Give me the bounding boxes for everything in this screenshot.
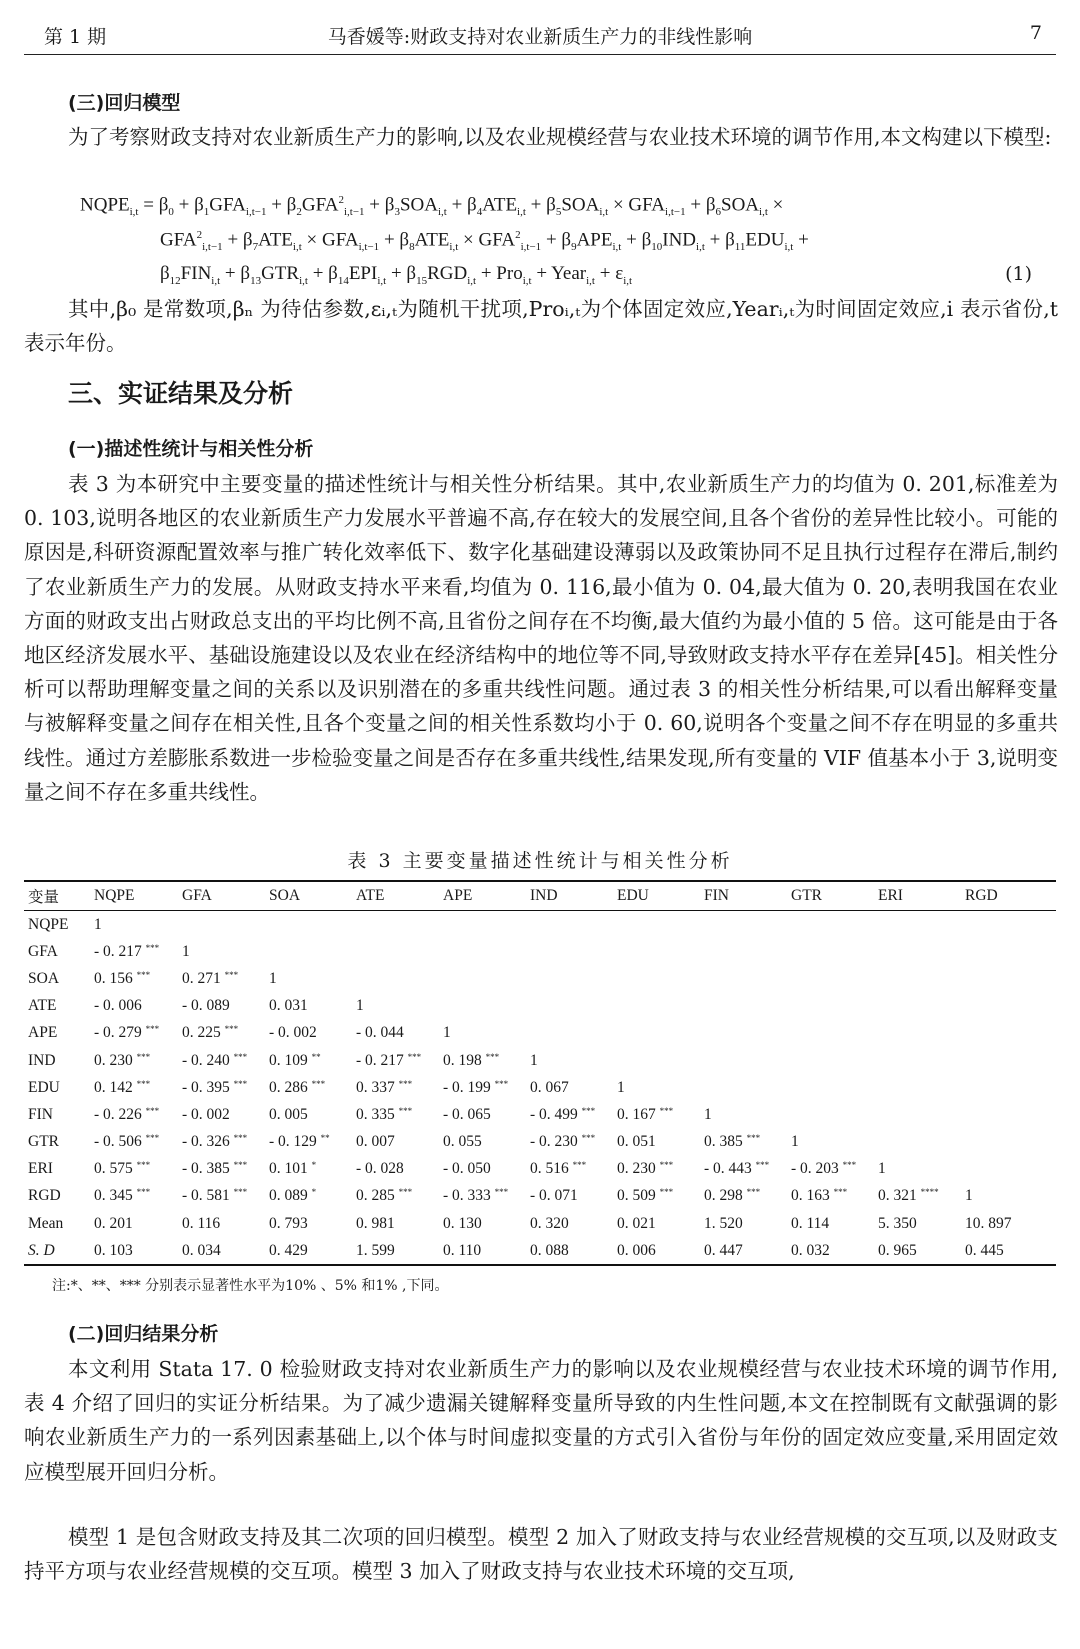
table-cell: - 0. 002 xyxy=(269,1024,317,1042)
table-cell xyxy=(704,965,791,992)
table-cell xyxy=(791,1074,878,1101)
table-cell xyxy=(356,965,443,992)
table-row xyxy=(24,911,1056,939)
table-cell xyxy=(791,993,878,1020)
table-cell xyxy=(704,1074,791,1101)
table-cell: 0. 286 *** xyxy=(269,1078,326,1096)
table-cell: - 0. 279 *** xyxy=(94,1024,160,1042)
table-row xyxy=(24,1183,1056,1210)
table-cell xyxy=(791,1101,878,1128)
table-cell xyxy=(965,1074,1056,1101)
regression-paragraph-2: 模型 1 是包含财政支持及其二次项的回归模型。模型 2 加入了财政支持与农业经营规模的交互项,以及财政支持平方项与农业经营规模的交互项。模型 3 加入了财政支持与农业技术环境的交互项, xyxy=(24,1525,1058,1584)
table-row xyxy=(24,1156,1056,1183)
row-label: NQPE xyxy=(28,915,69,933)
table-cell: - 0. 217 *** xyxy=(356,1051,422,1069)
table-cell xyxy=(878,911,965,939)
table-cell xyxy=(878,938,965,965)
table-cell xyxy=(965,965,1056,992)
table-cell: 0. 116 xyxy=(182,1214,221,1232)
table-cell xyxy=(965,911,1056,939)
table-cell: 0. 981 xyxy=(356,1214,395,1232)
table-cell: - 0. 129 ** xyxy=(269,1133,330,1151)
table-cell: 1 xyxy=(965,1187,973,1205)
column-header-soa: SOA xyxy=(269,887,301,904)
table-cell xyxy=(443,993,530,1020)
table-row xyxy=(24,1074,1056,1101)
table-cell xyxy=(530,911,617,939)
table-cell: 5. 350 xyxy=(878,1214,917,1232)
table-cell: 0. 793 xyxy=(269,1214,308,1232)
table-cell xyxy=(443,911,530,939)
table-row xyxy=(24,1020,1056,1047)
table-cell xyxy=(791,911,878,939)
column-header-fin: FIN xyxy=(704,887,729,904)
table-cell: 0. 156 *** xyxy=(94,969,151,987)
table-cell: 0. 575 *** xyxy=(94,1160,151,1178)
table-cell xyxy=(617,965,704,992)
table-row xyxy=(24,1129,1056,1156)
table-row xyxy=(24,1047,1056,1074)
table-row xyxy=(24,1210,1056,1237)
table-cell xyxy=(965,1129,1056,1156)
table-cell: - 0. 006 xyxy=(94,997,142,1015)
table-cell: 0. 337 *** xyxy=(356,1078,413,1096)
table-cell: - 0. 499 *** xyxy=(530,1105,596,1123)
table-cell: - 0. 506 *** xyxy=(94,1133,160,1151)
table-cell: - 0. 002 xyxy=(182,1105,230,1123)
table-cell: 0. 067 xyxy=(530,1078,569,1096)
table-cell: - 0. 226 *** xyxy=(94,1105,160,1123)
table-cell: 0. 051 xyxy=(617,1133,656,1151)
row-label: RGD xyxy=(28,1187,61,1205)
table-cell xyxy=(530,938,617,965)
table-cell: 1 xyxy=(356,997,364,1015)
table-row xyxy=(24,993,1056,1020)
table-cell xyxy=(791,965,878,992)
table-cell: - 0. 326 *** xyxy=(182,1133,248,1151)
table-cell: 0. 021 xyxy=(617,1214,656,1232)
table-cell: 0. 429 xyxy=(269,1241,308,1259)
table-cell: 0. 271 *** xyxy=(182,969,239,987)
column-header-gfa: GFA xyxy=(182,887,212,904)
table-cell xyxy=(443,965,530,992)
row-label: IND xyxy=(28,1051,56,1069)
table-cell: 0. 005 xyxy=(269,1105,308,1123)
table-cell xyxy=(878,993,965,1020)
table-cell xyxy=(617,993,704,1020)
column-header-eri: ERI xyxy=(878,887,903,904)
table-cell: 0. 320 xyxy=(530,1214,569,1232)
row-label: FIN xyxy=(28,1105,53,1123)
table-cell: 0. 516 *** xyxy=(530,1160,587,1178)
table-cell: - 0. 071 xyxy=(530,1187,578,1205)
row-label: GFA xyxy=(28,942,58,960)
table-cell: 0. 034 xyxy=(182,1241,221,1259)
table-cell xyxy=(356,911,443,939)
column-header-ate: ATE xyxy=(356,887,385,904)
row-label: S. D xyxy=(28,1241,55,1259)
table-cell xyxy=(791,1020,878,1047)
table-cell: 0. 103 xyxy=(94,1241,133,1259)
table-cell: - 0. 443 *** xyxy=(704,1160,770,1178)
table-cell: - 0. 044 xyxy=(356,1024,404,1042)
table-cell: - 0. 050 xyxy=(443,1160,491,1178)
table-cell: - 0. 028 xyxy=(356,1160,404,1178)
table-cell: 0. 055 xyxy=(443,1133,482,1151)
table-cell xyxy=(704,1047,791,1074)
equation-line-2: $GFA^2_{i,t-1} + \beta_7ATE_{i,t} \times GFA_{i,t-1} + \beta_8ATE_{i,t} \times GFA^2_{i,t-1} + \beta_9APE_{i,t} + \beta_{10}IND_{i,t} + \beta_{11}EDU_{i,t}$ + xyxy=(160,229,809,254)
table-cell xyxy=(878,1074,965,1101)
column-header-variable: 变量 xyxy=(28,889,60,906)
issue-label: 第 1 期 xyxy=(44,26,107,48)
table-cell: 0. 230 *** xyxy=(94,1051,151,1069)
table-cell xyxy=(269,938,356,965)
model-intro-paragraph: 为了考察财政支持对农业新质生产力的影响,以及农业规模经营与农业技术环境的调节作用,本文构建以下模型: xyxy=(68,125,1052,149)
table-cell: 0. 385 *** xyxy=(704,1133,761,1151)
table-cell: 0. 089 * xyxy=(269,1187,317,1205)
column-header-nqpe: NQPE xyxy=(94,887,135,904)
table-cell: 0. 031 xyxy=(269,997,308,1015)
equation-line-3: $\beta_{12}FIN_{i,t} + \beta_{13}GTR_{i,t} + \beta_{14}EPI_{i,t} + \beta_{15}RGD_{i,t} + Pro_{i,t}$ + Year$_{i,t}$ + $\varepsilon_{i,t}$ xyxy=(160,263,633,287)
table-cell: 1 xyxy=(530,1051,538,1069)
table-cell xyxy=(965,1020,1056,1047)
table-cell: - 0. 217 *** xyxy=(94,942,160,960)
table-cell: - 0. 230 *** xyxy=(530,1133,596,1151)
table-cell xyxy=(878,1101,965,1128)
table-cell xyxy=(791,1047,878,1074)
table-cell: - 0. 385 *** xyxy=(182,1160,248,1178)
table-cell xyxy=(878,1020,965,1047)
column-header-rgd: RGD xyxy=(965,887,998,904)
table-cell: 0. 198 *** xyxy=(443,1051,500,1069)
table-cell: 0. 088 xyxy=(530,1241,569,1259)
page-number: 7 xyxy=(1029,22,1042,44)
column-header-ape: APE xyxy=(443,887,473,904)
table-cell: 1. 599 xyxy=(356,1241,395,1259)
running-title: 马香媛等:财政支持对农业新质生产力的非线性影响 xyxy=(327,26,753,48)
table-cell: 1 xyxy=(791,1133,799,1151)
table-cell: 0. 230 *** xyxy=(617,1160,674,1178)
table-cell: 0. 225 *** xyxy=(182,1024,239,1042)
table-cell xyxy=(617,1047,704,1074)
equation-line-1: $NQPE_{i,t} = \beta_0 + \beta_1GFA_{i,t-1} + \beta_2GFA^2_{i,t-1} + \beta_3SOA_{i,t} + \beta_4ATE_{i,t} + \beta_5SOA_{i,t} \times GFA_{i,t-1} + \beta_6SOA_{i,t}$ × xyxy=(80,194,784,219)
table-cell xyxy=(965,938,1056,965)
table-note: 注:*、**、*** 分别表示显著性水平为10% 、5% 和1% ,下同。 xyxy=(52,1278,449,1294)
table-cell xyxy=(704,911,791,939)
table-cell: 1 xyxy=(182,942,190,960)
subsection-heading-model: (三)回归模型 xyxy=(68,92,181,114)
table-cell xyxy=(704,1020,791,1047)
table-cell xyxy=(965,1156,1056,1183)
section-heading-results: 三、实证结果及分析 xyxy=(68,379,294,408)
table-cell: - 0. 395 *** xyxy=(182,1078,248,1096)
subsection-heading-regression: (二)回归结果分析 xyxy=(68,1323,219,1345)
table-row xyxy=(24,1237,1056,1265)
table-cell: 1. 520 xyxy=(704,1214,743,1232)
table-cell xyxy=(878,965,965,992)
column-header-edu: EDU xyxy=(617,887,649,904)
table-cell: 0. 285 *** xyxy=(356,1187,413,1205)
row-label: GTR xyxy=(28,1133,59,1151)
table-cell xyxy=(617,1020,704,1047)
table-cell xyxy=(965,1047,1056,1074)
table-cell xyxy=(356,938,443,965)
correlation-table xyxy=(24,880,1056,1266)
subsection-heading-descriptive: (一)描述性统计与相关性分析 xyxy=(68,438,314,460)
table-cell xyxy=(530,993,617,1020)
table-cell: - 0. 199 *** xyxy=(443,1078,509,1096)
table-cell: 0. 006 xyxy=(617,1241,656,1259)
table-cell xyxy=(530,965,617,992)
table-cell: 1 xyxy=(269,969,277,987)
table-cell: 10. 897 xyxy=(965,1214,1012,1232)
table-cell xyxy=(878,1129,965,1156)
table-row xyxy=(24,965,1056,992)
table-cell: 1 xyxy=(704,1105,712,1123)
table-row xyxy=(24,938,1056,965)
table-cell: - 0. 333 *** xyxy=(443,1187,509,1205)
table-cell: 1 xyxy=(878,1160,886,1178)
table-cell: 0. 101 * xyxy=(269,1160,317,1178)
row-label: ERI xyxy=(28,1160,53,1178)
row-label: Mean xyxy=(28,1214,64,1232)
table-cell xyxy=(617,938,704,965)
table-cell: 0. 298 *** xyxy=(704,1187,761,1205)
table-cell xyxy=(965,1101,1056,1128)
table-cell: 0. 007 xyxy=(356,1133,395,1151)
table-title: 表 3 主要变量描述性统计与相关性分析 xyxy=(347,850,733,872)
equation-number: (1) xyxy=(1005,263,1032,285)
row-label: APE xyxy=(28,1024,58,1042)
table-cell: 0. 447 xyxy=(704,1241,743,1259)
table-cell: 1 xyxy=(94,915,102,933)
model-explanation-paragraph: 其中,β₀ 是常数项,βₙ 为待估参数,εᵢ,ₜ为随机干扰项,Proᵢ,ₜ为个体固定效应,Yearᵢ,ₜ为时间固定效应,i 表示省份,t 表示年份。 xyxy=(24,297,1058,356)
table-header-row xyxy=(24,881,1056,911)
table-cell xyxy=(443,938,530,965)
table-cell xyxy=(617,911,704,939)
row-label: ATE xyxy=(28,997,57,1015)
table-cell: 0. 130 xyxy=(443,1214,482,1232)
row-label: SOA xyxy=(28,969,60,987)
running-header xyxy=(24,18,1056,55)
table-cell: 0. 201 xyxy=(94,1214,133,1232)
table-cell: - 0. 240 *** xyxy=(182,1051,248,1069)
table-row xyxy=(24,1101,1056,1128)
table-cell: 0. 032 xyxy=(791,1241,830,1259)
table-cell: 0. 163 *** xyxy=(791,1187,848,1205)
table-cell: - 0. 089 xyxy=(182,997,230,1015)
table-cell: 1 xyxy=(617,1078,625,1096)
table-cell: 0. 509 *** xyxy=(617,1187,674,1205)
column-header-ind: IND xyxy=(530,887,558,904)
table-cell: 0. 321 **** xyxy=(878,1187,939,1205)
table-cell: 0. 965 xyxy=(878,1241,917,1259)
table-cell: - 0. 581 *** xyxy=(182,1187,248,1205)
table-cell xyxy=(965,993,1056,1020)
table-cell: 0. 109 ** xyxy=(269,1051,321,1069)
table-cell: 0. 114 xyxy=(791,1214,830,1232)
table-cell xyxy=(182,911,269,939)
descriptive-paragraph: 表 3 为本研究中主要变量的描述性统计与相关性分析结果。其中,农业新质生产力的均值为 0. 201,标准差为 0. 103,说明各地区的农业新质生产力发展水平普遍不高,存在较大的发展空间,且各个省份的差异性比较小。可能的原因是,科研资源配置效率与推广转化效率低下、数字化基础建设薄弱以及政策协同不足且执行过程存在滞后,制约了农业新质生产力的发展。从财政支持水平来看,均值为 0. 116,最小值为 0. 04,最大值为 0. 20,表明我国在农业方面的财政支出占财政总支出的平均比例不高,且省份之间存在不均衡,最大值约为最小值的 5 倍。这可能是由于各地区经济发展水平、基础设施建设以及农业在经济结构中的地位等不同,导致财政支持水平存在差异[45]。相关性分析可以帮助理解变量之间的关系以及识别潜在的多重共线性问题。通过表 3 的相关性分析结果,可以看出解释变量与被解释变量之间存在相关性,且各个变量之间的相关性系数均小于 0. 60,说明各个变量之间不存在明显的多重共线性。通过方差膨胀系数进一步检验变量之间是否存在多重共线性,结果发现,所有变量的 VIF 值基本小于 3,说明变量之间不存在多重共线性。 xyxy=(24,472,1058,804)
table-cell xyxy=(269,911,356,939)
regression-paragraph-1: 本文利用 Stata 17. 0 检验财政支持对农业新质生产力的影响以及农业规模经营与农业技术环境的调节作用,表 4 介绍了回归的实证分析结果。为了减少遗漏关键解释变量所导致的内生性问题,本文在控制既有文献强调的影响农业新质生产力的一系列因素基础上,以个体与时间虚拟变量的方式引入省份与年份的固定效应变量,采用固定效应模型展开回归分析。 xyxy=(24,1357,1058,1484)
table-cell: 0. 345 *** xyxy=(94,1187,151,1205)
table-cell xyxy=(878,1047,965,1074)
table-cell: 0. 110 xyxy=(443,1241,482,1259)
table-cell xyxy=(704,938,791,965)
table-cell: 0. 335 *** xyxy=(356,1105,413,1123)
table-cell: - 0. 203 *** xyxy=(791,1160,857,1178)
table-cell: 0. 142 *** xyxy=(94,1078,151,1096)
table-cell: - 0. 065 xyxy=(443,1105,491,1123)
table-cell xyxy=(791,938,878,965)
table-cell xyxy=(704,993,791,1020)
row-label: EDU xyxy=(28,1078,60,1096)
column-header-gtr: GTR xyxy=(791,887,822,904)
table-cell xyxy=(530,1020,617,1047)
table-cell: 0. 445 xyxy=(965,1241,1004,1259)
table-cell: 0. 167 *** xyxy=(617,1105,674,1123)
table-cell: 1 xyxy=(443,1024,451,1042)
